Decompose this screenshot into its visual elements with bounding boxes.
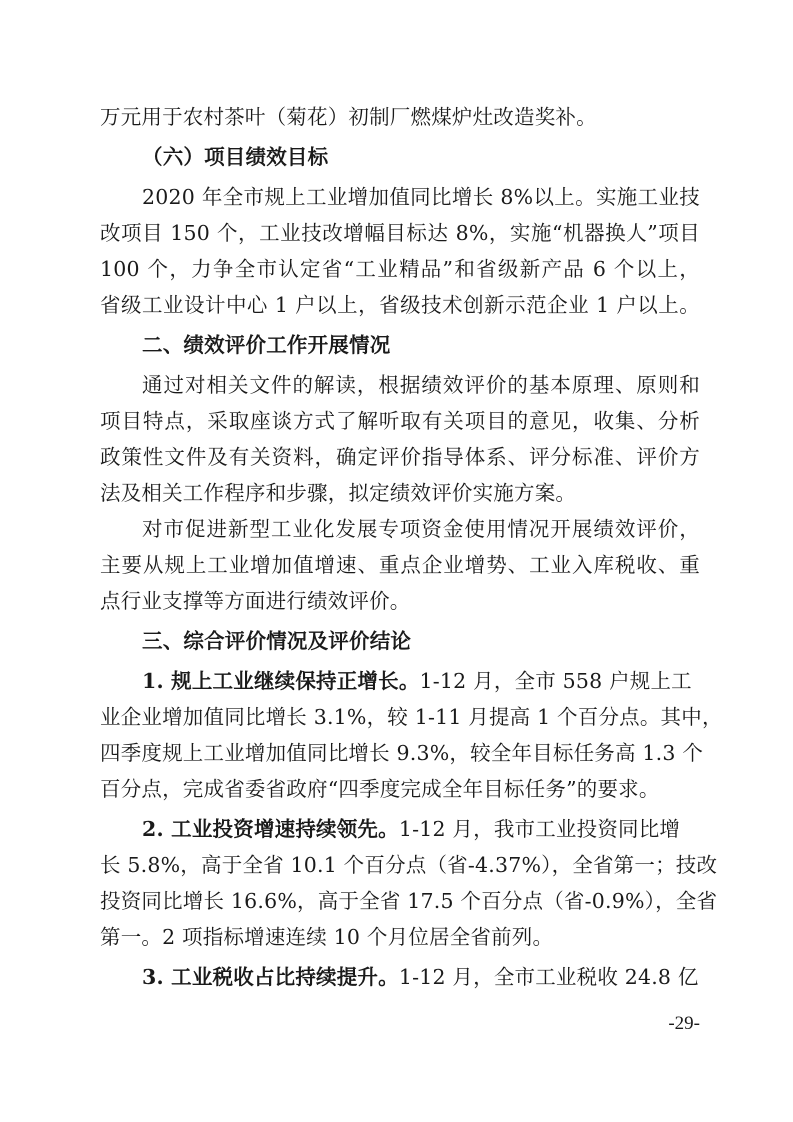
paragraph-line: 政策性文件及有关资料，确定评价指导体系、评分标准、评价方 (100, 445, 700, 469)
paragraph-line: 万元用于农村茶叶（菊花）初制厂燃煤炉灶改造奖补。 (100, 105, 597, 129)
paragraph-line: 项目特点，采取座谈方式了解听取有关项目的意见，收集、分析 (100, 409, 700, 433)
section-heading: 三、综合评价情况及评价结论 (142, 629, 412, 653)
item-lead: 2. 工业投资增速持续领先。 (142, 817, 399, 841)
paragraph-line: 2020 年全市规上工业增加值同比增长 8%以上。实施工业技 (142, 185, 700, 209)
item-text: 1-12 月，全市 558 户规上工 (419, 669, 692, 693)
paragraph-line (142, 663, 700, 699)
section-heading: （六）项目绩效目标 (142, 145, 329, 169)
item-lead: 1. 规上工业继续保持正增长。 (142, 669, 420, 693)
paragraph-line: 通过对相关文件的解读，根据绩效评价的基本原理、原则和 (142, 373, 700, 397)
paragraph-line: 四季度规上工业增加值同比增长 9.3%，较全年目标任务高 1.3 个 (100, 741, 704, 765)
paragraph-line: 主要从规上工业增加值增速、重点企业增势、工业入库税收、重 (100, 553, 700, 577)
section-heading: 二、绩效评价工作开展情况 (142, 333, 391, 357)
paragraph-line: 业企业增加值同比增长 3.1%，较 1-11 月提高 1 个百分点。其中， (100, 705, 723, 729)
paragraph-line: 对市促进新型工业化发展专项资金使用情况开展绩效评价， (142, 517, 700, 541)
page-number: -29- (668, 1013, 700, 1034)
item-text: 1-12 月，全市工业税收 24.8 亿 (398, 965, 699, 989)
paragraph-line: 长 5.8%，高于全省 10.1 个百分点（省-4.37%），全省第一；技改 (100, 853, 718, 877)
paragraph-line: 省级工业设计中心 1 户以上，省级技术创新示范企业 1 户以上。 (100, 293, 700, 317)
item-lead: 3. 工业税收占比持续提升。 (142, 965, 399, 989)
paragraph-line: 改项目 150 个，工业技改增幅目标达 8%，实施“机器换人”项目 (100, 221, 700, 245)
paragraph-line: 投资同比增长 16.6%，高于全省 17.5 个百分点（省-0.9%），全省 (100, 889, 718, 913)
paragraph-line: 百分点，完成省委省政府“四季度完成全年目标任务”的要求。 (100, 777, 660, 801)
item-text: 1-12 月，我市工业投资同比增 (398, 817, 681, 841)
paragraph-line (142, 959, 700, 995)
paragraph-line: 100 个，力争全市认定省“工业精品”和省级新产品 6 个以上， (100, 257, 700, 281)
paragraph-line (142, 811, 700, 847)
paragraph-line: 法及相关工作程序和步骤，拟定绩效评价实施方案。 (100, 481, 577, 505)
paragraph-line: 第一。2 项指标增速连续 10 个月位居全省前列。 (100, 925, 554, 949)
paragraph-line: 点行业支撑等方面进行绩效评价。 (100, 589, 411, 613)
